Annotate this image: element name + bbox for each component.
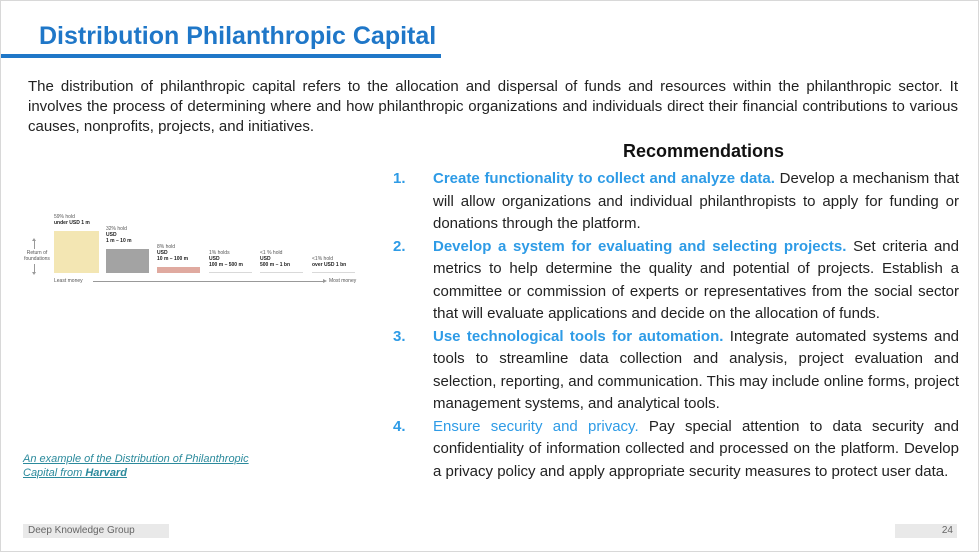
bar-100m-500m (209, 272, 252, 273)
group-range (209, 262, 243, 268)
x-axis-left-label: Least money (54, 278, 83, 284)
x-axis-line (93, 281, 323, 282)
recommendation-body: Set criteria and metrics to help determine the quality and potential of projects. Establish a committee or commission of experts or representatives from the social sector that will evaluate applications and decide on the allocation of funds. (433, 237, 959, 322)
group-range (312, 262, 346, 268)
bar-over-1bn (312, 272, 355, 273)
bar-10m-100m (157, 267, 200, 273)
distribution-figure (23, 206, 363, 286)
y-axis-line (34, 241, 35, 249)
intro-paragraph: The distribution of philanthropic capital refers to the allocation and dispersal of funds and resources within the philanthropic sector. It involves the process of determining where and how philanthropic organizations and individuals direct their financial contributions to various causes, nonprofits, projects, and initiatives. (28, 78, 958, 135)
page-title: Distribution Philanthropic Capital (39, 22, 437, 50)
recommendation-body: Develop a mechanism that will allow organizations and individual philanthropists to apply for funding or donations through the platform. (433, 170, 959, 232)
group-range (157, 256, 188, 262)
recommendation-item (393, 168, 959, 236)
recommendation-lead: Create functionality to collect and analyze data. (433, 170, 775, 187)
recommendation-lead: Ensure security and privacy. (433, 417, 639, 435)
caption-text: An example of the Distribution of Philanthropic Capital from (23, 453, 249, 479)
group-range-text: 10 m – 100 m (157, 256, 189, 262)
figure-caption[interactable] (23, 452, 263, 480)
group-range (54, 220, 90, 226)
bar-1m-10m (106, 249, 149, 273)
recommendation-number: 1. (393, 170, 406, 187)
footer-page-number: 24 (895, 524, 957, 538)
recommendation-lead: Develop a system for evaluating and selecting projects. (433, 237, 847, 255)
footer-company: Deep Knowledge Group (23, 524, 169, 538)
group-range-text: 100 m – 500 m (209, 262, 243, 268)
recommendation-number: 2. (393, 237, 406, 255)
group-range-text: USD (260, 256, 271, 262)
group-range-text: USD (106, 232, 117, 238)
group-range-text: over USD 1 bn (312, 262, 347, 268)
caption-source-link[interactable]: Harvard (85, 467, 127, 479)
title-underline (1, 54, 441, 58)
recommendation-body: Pay special attention to data security and confidentiality of information collected and processed on the platform. Develop a privacy policy and apply appropriate security measures to protect user data. (433, 417, 959, 480)
recommendation-item (393, 416, 959, 484)
group-range-text: under USD 1 m (54, 220, 90, 226)
x-axis-right-label: Most money (329, 278, 357, 284)
group-percent: 32% hold (106, 226, 127, 232)
group-range-text: USD (157, 250, 168, 256)
recommendation-item (393, 326, 959, 416)
group-percent: <1 % hold (260, 250, 283, 256)
group-range-text: USD (209, 256, 220, 262)
bar-500m-1bn (260, 272, 303, 273)
group-percent: 1% holds (209, 250, 230, 256)
y-arrow-down-icon (32, 272, 36, 275)
recommendation-number: 4. (393, 417, 406, 435)
group-range (106, 238, 132, 244)
y-axis-line (34, 264, 35, 272)
recommendations-heading: Recommendations (623, 141, 785, 161)
y-axis-label: Return of foundations (24, 250, 50, 262)
recommendations-list (393, 168, 959, 483)
group-range (260, 262, 290, 268)
group-range-text: 500 m – 1 bn (260, 262, 291, 268)
recommendation-body: Integrate automated systems and tools to streamline data collection and analysis, project evaluation and selection, reporting, and communication. This may include online forms, project management systems, and analytical tools. (433, 327, 959, 412)
x-arrow-icon (323, 279, 327, 283)
recommendation-number: 3. (393, 327, 406, 345)
group-percent: 59% hold (54, 214, 75, 220)
group-percent: <1% hold (312, 256, 333, 262)
recommendation-lead: Use technological tools for automation. (433, 327, 724, 345)
bar-under-1m (54, 231, 99, 273)
group-range-text: 1 m – 10 m (106, 238, 132, 244)
group-percent: 8% hold (157, 244, 176, 250)
recommendation-item (393, 236, 959, 326)
